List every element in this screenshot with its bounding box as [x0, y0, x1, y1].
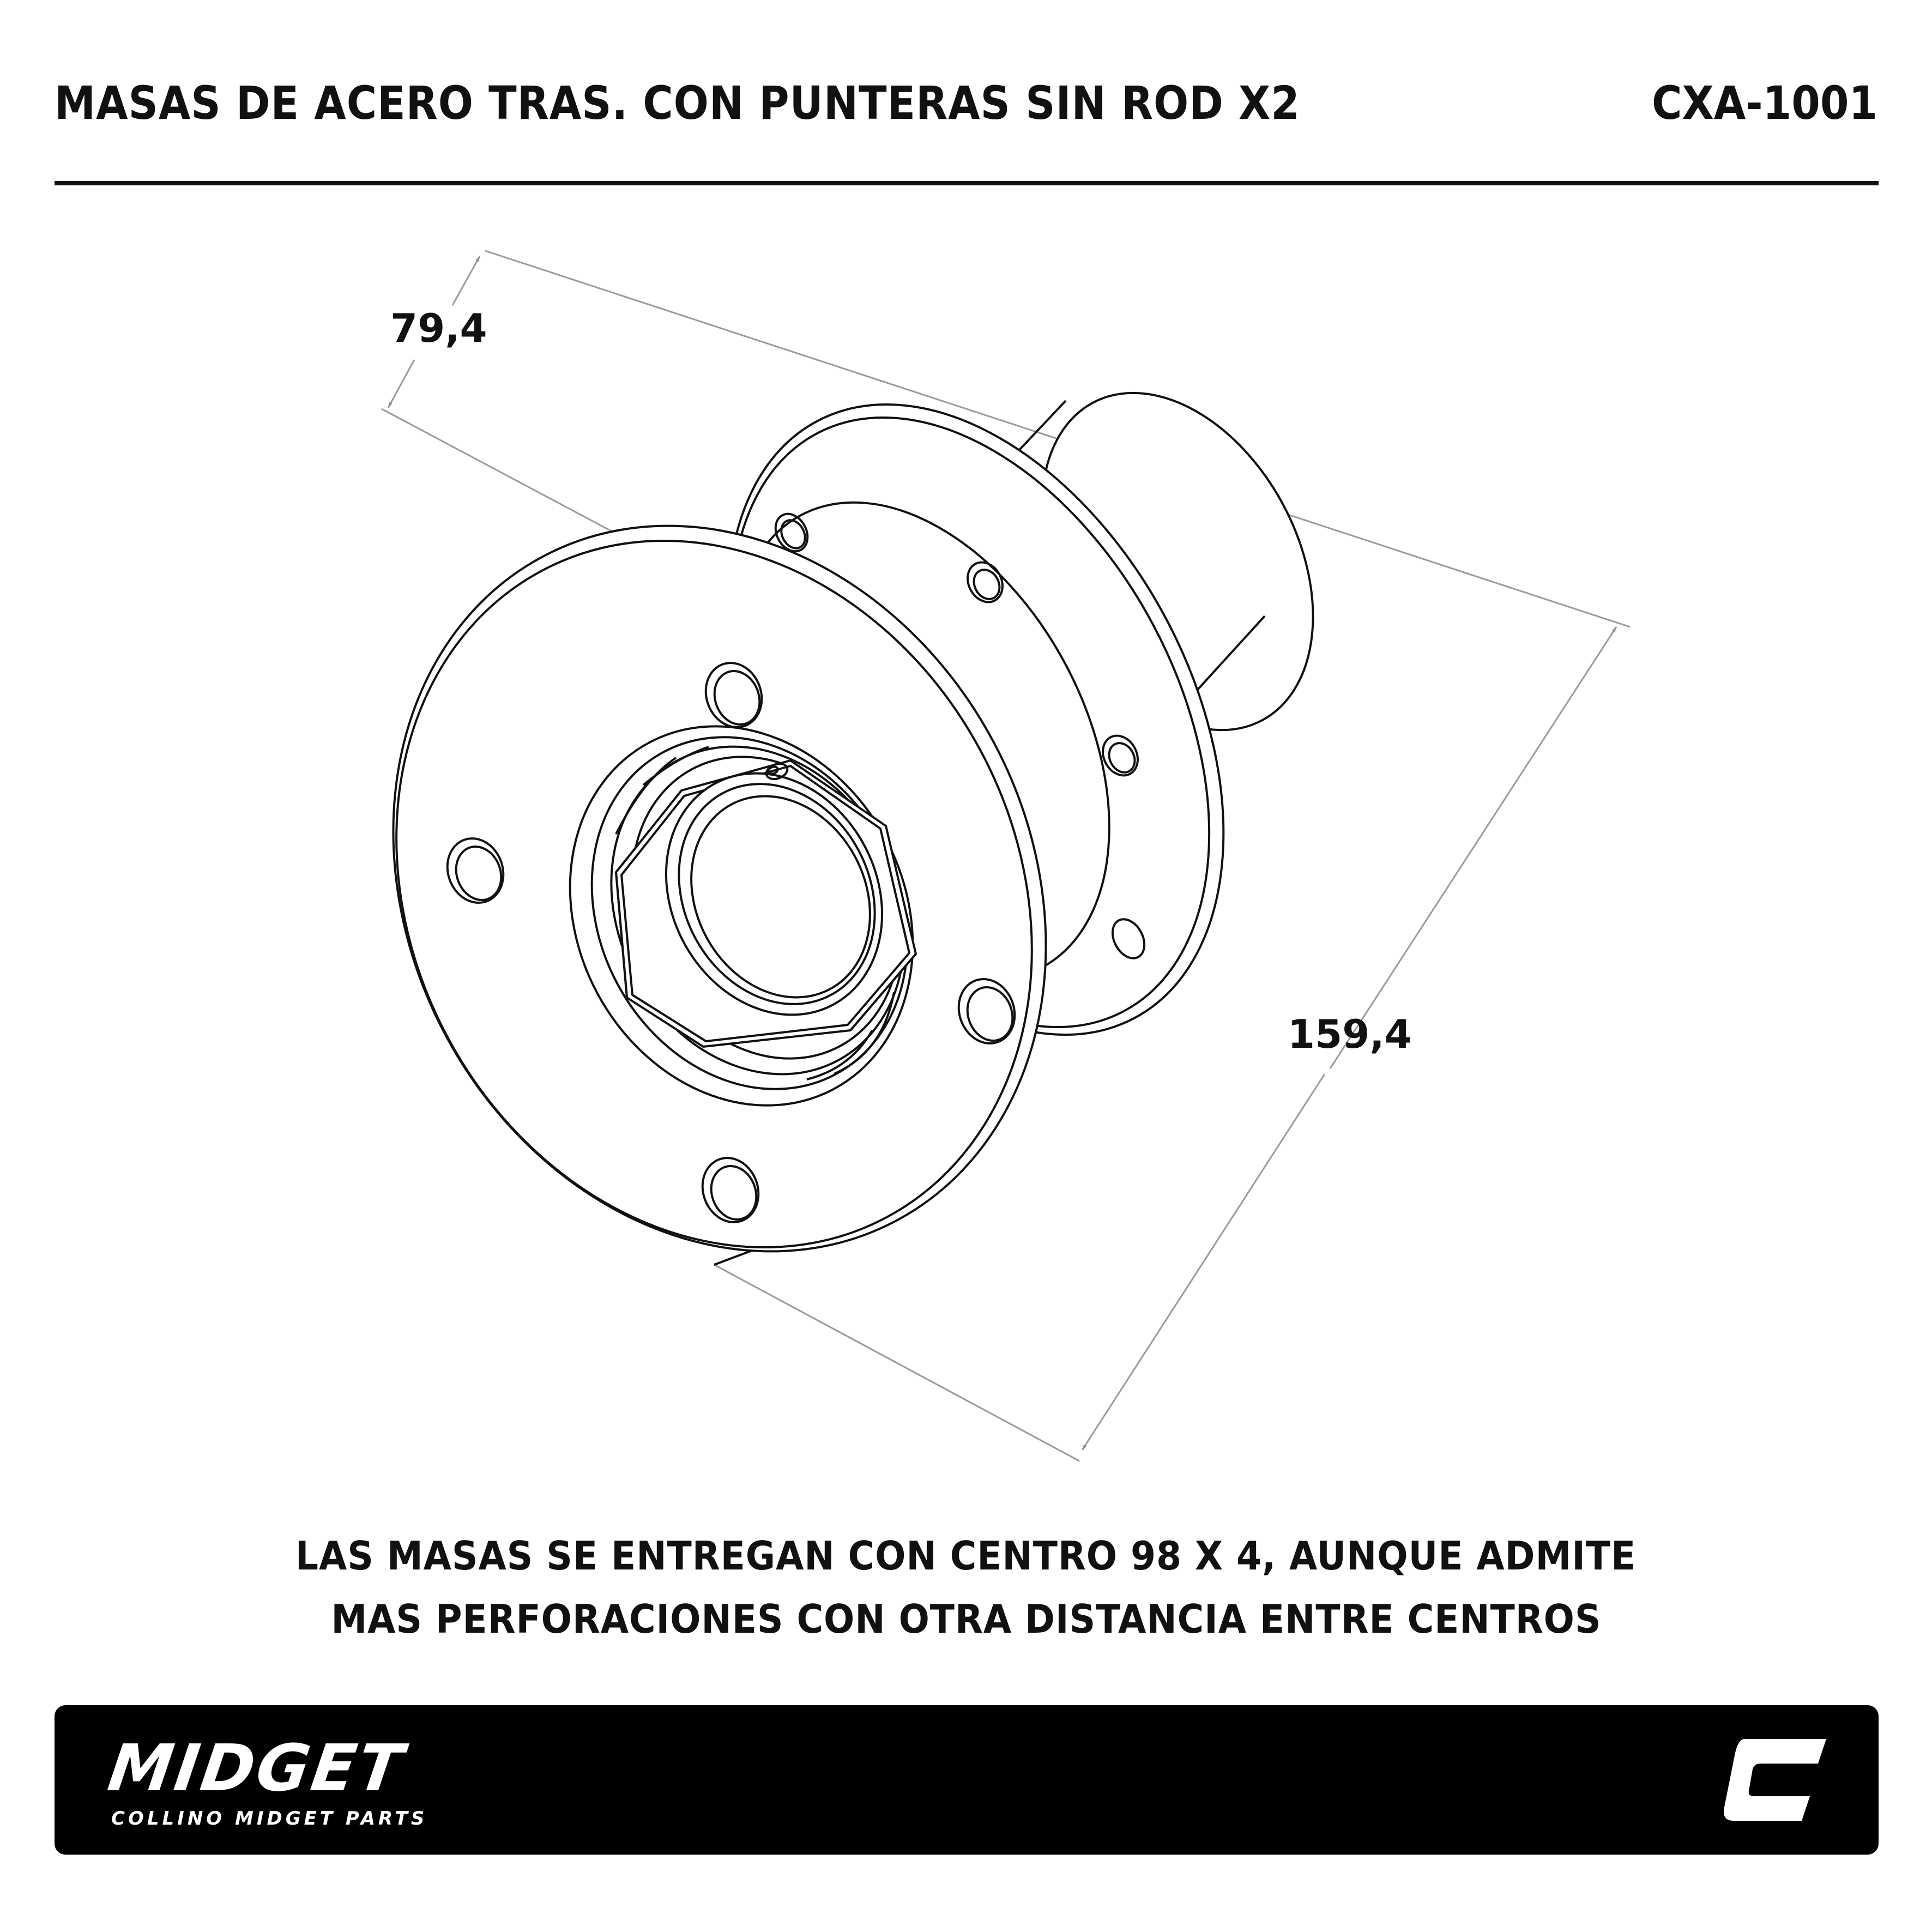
note-line-2 [0, 1596, 1932, 1642]
dimension-159-line-a [1330, 627, 1616, 1068]
collino-c-logo-icon [1723, 1739, 1826, 1821]
hub-outline [269, 320, 1368, 1367]
dimension-79-line-a [452, 256, 480, 305]
extension-line-bottom [714, 1265, 1079, 1461]
dimension-159-line-b [1082, 1074, 1325, 1450]
midget-logo: MIDGET [104, 1730, 409, 1806]
page-title: MASAS DE ACERO TRAS. CON PUNTERAS SIN ROD X2 [55, 76, 1300, 130]
dimension-diameter-label: 159,4 [1288, 1011, 1412, 1057]
extension-line-front [382, 409, 638, 545]
dimension-79-line-b [388, 360, 414, 408]
note-line-1-text: LAS MASAS SE ENTREGAN CON CENTRO 98 X 4, AUNQUE ADMITE [295, 1533, 1637, 1579]
brand-tagline: COLLINO MIDGET PARTS [111, 1808, 428, 1830]
footer-bar [55, 1705, 1879, 1855]
part-code: CXA-1001 [1651, 76, 1877, 130]
note-line-2-text: MAS PERFORACIONES CON OTRA DISTANCIA ENTRE CENTROS [330, 1596, 1602, 1642]
dimension-depth-label: 79,4 [390, 305, 487, 351]
note-line-1 [0, 1533, 1932, 1579]
